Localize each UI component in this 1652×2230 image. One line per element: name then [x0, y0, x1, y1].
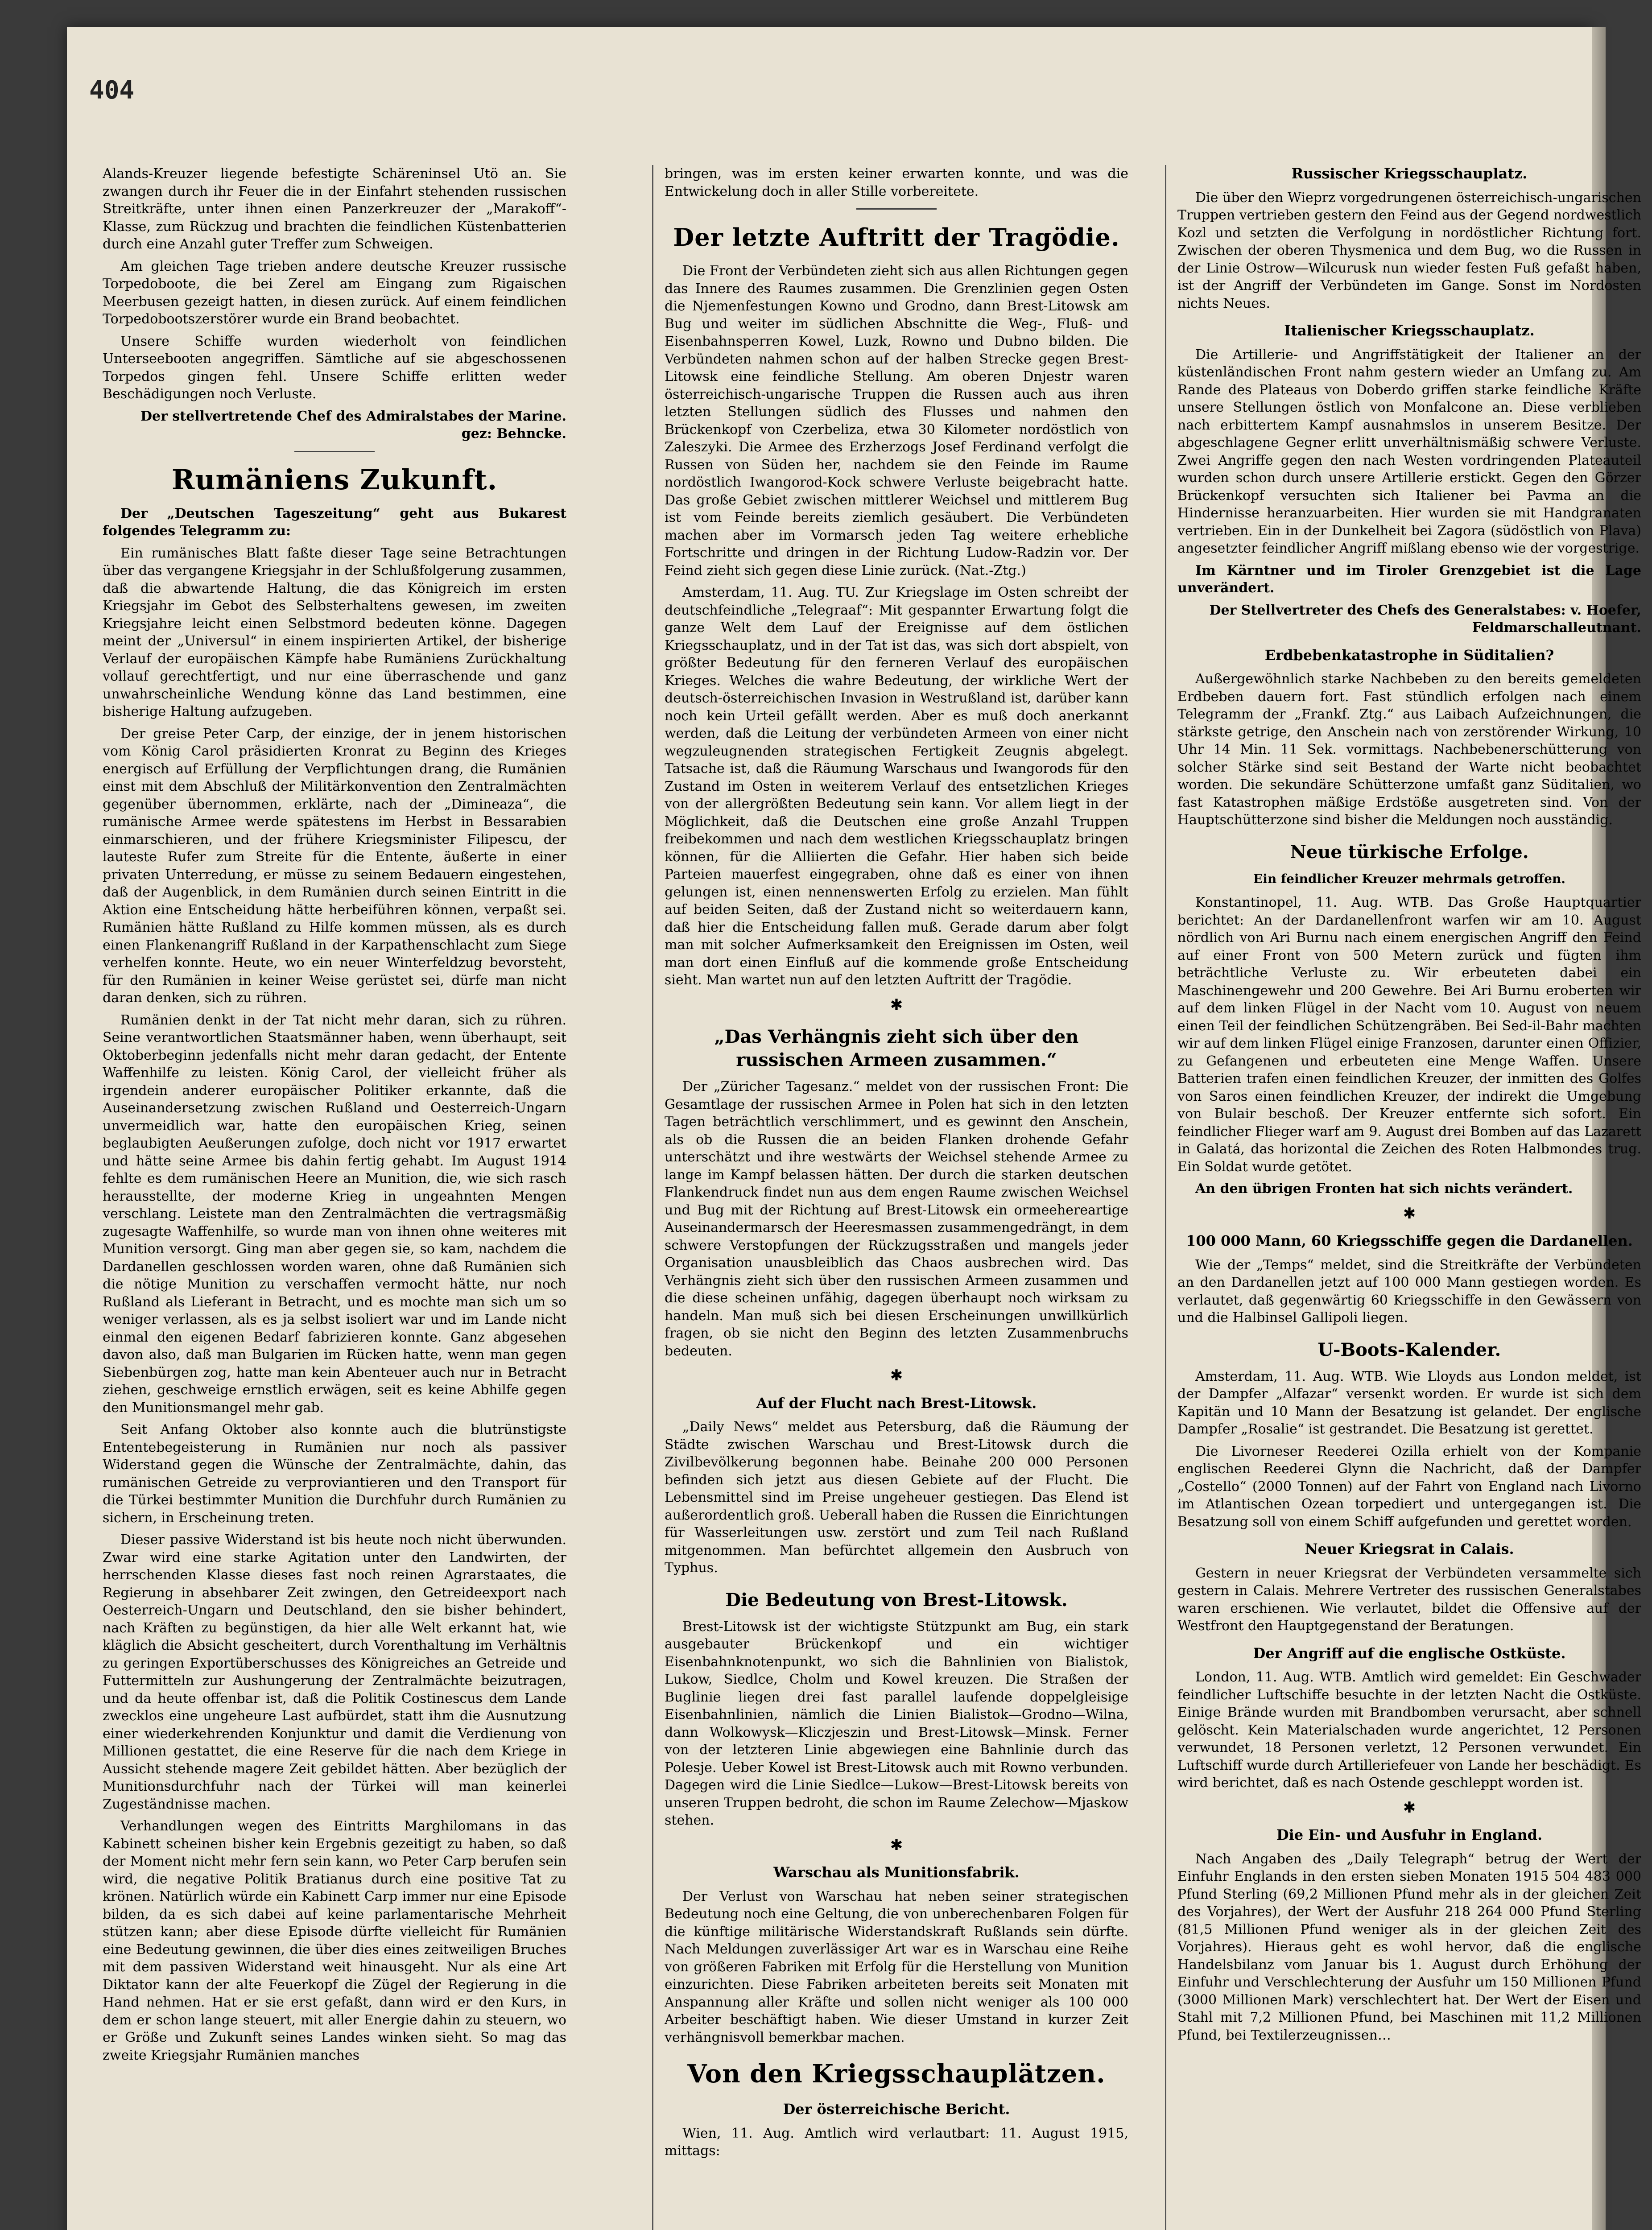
- article-subheading: Der Angriff auf die englische Ostküste.: [1253, 1644, 1566, 1662]
- column-3: [1177, 165, 1641, 2230]
- star-separator: ✱: [1403, 1798, 1416, 1817]
- section-divider: [294, 451, 375, 452]
- article-heading: Rumäniens Zukunft.: [171, 463, 498, 496]
- article-paragraph: Konstantinopel, 11. Aug. WTB. Das Große Hauptquartier berichtet: An der Dardanellenfront warfen wir am 10. August nördlich von Ari Burnu nach einem energischen Angriff den Feind auf einer Front von 500 Metern zurück und fügten ihm beträchtliche Verluste zu. Wir erbeuteten dabei ein Maschinengewehr und 200 Gewehre. Bei Ari Burnu eroberten wir auf dem linken Flügel in der Nacht vom 10. August von neuem einen Teil der feindlichen Schützengräben. Bei Sed-il-Bahr machten wir auf dem linken Flügel einige Franzosen, darunter einen Offizier, zu Gefangenen und erbeuteten eine Menge Waffen. Unsere Batterien trafen einen feindlichen Kreuzer, der inmitten des Golfes von Saros einen feindlichen Kreuzer, der indirekt die Umgebung von Bulair beschoß. Der Kreuzer entfernte sich sofort. Ein feindlicher Flieger warf am 9. August drei Bomben auf das Lazarett in Galatá, das horizontal die Zeichen des Roten Halbmondes trug. Ein Soldat wurde getötet.: [1177, 895, 1641, 1175]
- signature: Der Stellvertreter des Chefs des Generalstabes: v. Hoefer, Feldmarschalleutnant.: [1209, 602, 1641, 636]
- section-divider: [856, 208, 937, 210]
- article-subheading: Auf der Flucht nach Brest-Litowsk.: [756, 1394, 1037, 1412]
- article-paragraph: Der Verlust von Warschau hat neben seiner strategischen Bedeutung noch eine Geltung, die von unberechenbaren Folgen für die künftige militärische Widerstandskraft Rußlands sein dürfte. Nach Meldungen zuverlässiger Art war es in Warschau eine Reihe von größeren Fabriken mit Erfolg für die Herstellung von Munition einzurichten. Diese Fabriken arbeiteten bereits seit Monaten mit Anspannung aller Kräfte und sollen nicht weniger als 100 000 Arbeiter beschäftigt haben. Wie dieser Umstand in kurzer Zeit verhängnisvoll bemerkbar machen.: [665, 1888, 1128, 2045]
- article-paragraph: Seit Anfang Oktober also konnte auch die blutrünstigste Ententebegeisterung in Rumänien nur noch als passiver Widerstand gegen die Wünsche der Zentralmächte, dahin, das rumänischen Getreide zu verproviantieren und den Transport für die Türkei bestimmter Munition die Durchfuhr durch Rumänien zu sichern, in Erscheinung treten.: [103, 1422, 566, 1526]
- article-subheading: Der österreichische Bericht.: [783, 2101, 1010, 2118]
- article-paragraph: Außergewöhnlich starke Nachbeben zu den bereits gemeldeten Erdbeben dauern fort. Fast stündlich erfolgen nach einem Telegramm der „Frankf. Ztg.“ aus Laibach Aufzeichnungen, die stärkste getrige, den Anschein nach von zerstörender Wirkung, 10 Uhr 14 Min. 11 Sek. vormittags. Nachbebenerschütterung von solcher Stärke sind seit Bestand der Warte nicht beobachtet worden. Die sekundäre Schütterzone umfaßt ganz Süditalien, wo fast Katastrophen mäßige Erdstöße ausgetreten sind. Von der Hauptschütterzone sind bisher die Meldungen noch ausständig.: [1177, 671, 1641, 828]
- column-divider: [1165, 165, 1166, 2230]
- article-heading: U-Boots-Kalender.: [1317, 1339, 1501, 1360]
- article-heading: Neue türkische Erfolge.: [1290, 841, 1529, 863]
- star-separator: ✱: [1403, 1204, 1416, 1222]
- article-paragraph: Gestern in neuer Kriegsrat der Verbündeten versammelte sich gestern in Calais. Mehrere Vertreter des russischen Generalstabes waren erschienen. Wie verlautet, bildet die Offensive auf der Westfront den Hauptgegenstand der Beratungen.: [1177, 1565, 1641, 1634]
- signature: Der stellvertretende Chef des Admiralstabes der Marine. gez: Behncke.: [140, 408, 566, 442]
- article-paragraph: Brest-Litowsk ist der wichtigste Stützpunkt am Bug, ein stark ausgebauter Brückenkopf und ein wichtiger Eisenbahnknotenpunkt, wo sich die Bahnlinien von Bialistok, Lukow, Siedlce, Cholm und Kowel kreuzen. Die Straßen der Buglinie liegen drei fast parallel laufende doppelgleisige Eisenbahnlinien, nämlich die Linien Bialistok—Grodno—Wilna, dann Wolkowysk—Kliczjeszin und Brest-Litowsk—Minsk. Ferner von der letzteren Linie abgewiegen eine Bahnlinie durch das Polesje. Ueber Kowel ist Brest-Litowsk auch mit Rowno verbunden. Dagegen wird die Linie Siedlce—Lukow—Brest-Litowsk bereits von unseren Truppen bedroht, die schon im Raume Zelechow—Mjaskow stehen.: [665, 1619, 1128, 1828]
- article-paragraph: Wie der „Temps“ meldet, sind die Streitkräfte der Verbündeten an den Dardanellen jetzt auf 100 000 Mann gestiegen worden. Es verlautet, daß gegenwärtig 60 Kriegsschiffe in den Gewässern von und die Halbinsel Gallipoli liegen.: [1177, 1257, 1641, 1326]
- article-paragraph: Der „Deutschen Tageszeitung“ geht aus Bukarest folgendes Telegramm zu:: [103, 505, 566, 539]
- column-divider: [652, 165, 653, 2230]
- star-separator: ✱: [890, 1836, 903, 1854]
- article-paragraph: An den übrigen Fronten hat sich nichts verändert.: [1195, 1181, 1573, 1197]
- star-separator: ✱: [890, 1367, 903, 1384]
- article-paragraph: Ein rumänisches Blatt faßte dieser Tage seine Betrachtungen über das vergangene Kriegsjahr in der Schlußfolgerung zusammen, daß die abwartende Haltung, die das Königreich im ersten Kriegsjahr im Gebot des Selbsterhaltens gewesen, im zweiten Kriegsjahre leicht einen Selbstmord bedeuten könne. Dagegen meint der „Universul“ in einem inspirierten Artikel, der bisherige Verlauf der europäischen Kämpfe habe Rumäniens Zurückhaltung vollauf gerechtfertigt, und nur eine überraschende und ganz unwahrscheinliche Wendung könne das Land bestimmen, eine bisherige Haltung aufzugeben.: [103, 545, 566, 719]
- article-paragraph: Die Artillerie- und Angriffstätigkeit der Italiener an der küstenländischen Front nahm gestern wieder an Umfang zu. Am Rande des Plateaus von Doberdo griffen starke feindliche Kräfte unsere Stellungen östlich von Monfalcone an. Diese verblieben nach erbittertem Kampf ausnahmslos in unserem Besitze. Der abgeschlagene Gegner erlitt unverhältnismäßig schwere Verluste. Zwei Angriffe gegen den nach Westen vordringenden Plateauteil wurden schon durch unsere Artillerie erstickt. Gegen den Görzer Brückenkopf versuchten sich Italiener bei Pavma an die Hindernisse heranzuarbeiten. Hier wurden sie mit Handgranaten vertrieben. Ein in der Dunkelheit bei Zagora (südöstlich von Plava) angesetzter feindlicher Angriff mißlang ebenso wie der vorgestrige.: [1177, 347, 1641, 556]
- article-paragraph: Wien, 11. Aug. Amtlich wird verlautbart: 11. August 1915, mittags:: [665, 2125, 1128, 2159]
- article-paragraph: Nach Angaben des „Daily Telegraph“ betrug der Wert der Einfuhr Englands in den ersten sieben Monaten 1915 504 483 000 Pfund Sterling (69,2 Millionen Pfund mehr als in der gleichen Zeit des Vorjahres), der Wert der Ausfuhr 218 264 000 Pfund Sterling (81,5 Millionen Pfund weniger als in der gleichen Zeit des Vorjahres). Hieraus geht es wohl hervor, daß die englische Handelsbilanz vom Januar bis 1. August durch Erhöhung der Einfuhr und Verschlechterung der Ausfuhr um 150 Millionen Pfund (3000 Millionen Mark) verschlechtert hat. Der Wert der Eisen und Stahl mit 7,2 Millionen Pfund, bei Maschinen mit 11,2 Millionen Pfund, bei Textilerzeugnissen…: [1177, 1851, 1641, 2043]
- article-paragraph: Die Front der Verbündeten zieht sich aus allen Richtungen gegen das Innere des Raumes zusammen. Die Grenzlinien gegen Osten die Njemenfestungen Kowno und Grodno, dann Brest-Litowsk am Bug und weiter im südlichen Abschnitte die Weg-, Fluß- und Eisenbahnsperren Kowel, Luzk, Rowno und Dubno bilden. Die Verbündeten nahmen schon auf der halben Strecke gegen Brest-Litowsk eine feindliche Stellung. Am oberen Dnjestr waren österreichisch-ungarische Truppen die Russen auch aus ihren letzten Stellungen südlich des Flusses und nahmen den Brückenkopf von Czerbeliza, etwa 30 Kilometer nordöstlich von Zaleszyki. Die Armee des Erzherzogs Josef Ferdinand verfolgt die Russen von Süden her, nachdem sie den Feinde im Raume nordöstlich Iwangorod-Kock schwere Verluste beigebracht hatte. Das große Gebiet zwischen mittlerer Weichsel und mittlerem Bug ist vom Feinde bereits ziemlich gesäubert. Die Verbündeten machen aber im Vormarsch jeden Tag weitere erhebliche Fortschritte und dringen in der Richtung Ludow-Radzin vor. Der Feind zieht sich gegen diese Linie zurück. (Nat.-Ztg.): [665, 263, 1128, 578]
- article-subheading: Warschau als Munitionsfabrik.: [773, 1864, 1020, 1881]
- article-paragraph: Am gleichen Tage trieben andere deutsche Kreuzer russische Torpedoboote, die bei Zerel am Eingang zum Rigaischen Meerbusen gezeigt hatten, in diesen zurück. Auf einem feindlichen Torpedobootszerstörer wurde ein Brand beobachtet.: [103, 258, 566, 327]
- article-subheading: Russischer Kriegsschauplatz.: [1291, 165, 1528, 182]
- article-paragraph: Die Livorneser Reederei Ozilla erhielt von der Kompanie englischen Reederei Glynn die Nachricht, daß der Dampfer „Costello“ (2000 Tonnen) auf der Fahrt von England nach Livorno im Atlantischen Ozean torpediert und untergegangen ist. Die Besatzung soll von einem Schiff aufgefunden und gerettet worden.: [1177, 1443, 1641, 1530]
- article-subheading: Italienischer Kriegsschauplatz.: [1284, 322, 1535, 339]
- page-number: 404: [89, 76, 135, 105]
- star-separator: ✱: [890, 995, 903, 1014]
- article-heading: Der letzte Auftritt der Tragödie.: [673, 223, 1120, 252]
- article-paragraph: Im Kärntner und im Tiroler Grenzgebiet ist die Lage unverändert.: [1177, 562, 1641, 596]
- article-paragraph: Alands-Kreuzer liegende befestigte Schäreninsel Utö an. Sie zwangen durch ihr Feuer die in der Einfahrt stehenden russischen Streitkräfte, unter ihnen einen Panzerkreuzer der „Marakoff“-Klasse, zum Rückzug und brachten die feindlichen Küstenbatterien durch eine Anzahl guter Treffer zum Schweigen.: [103, 166, 566, 252]
- article-paragraph: London, 11. Aug. WTB. Amtlich wird gemeldet: Ein Geschwader feindlicher Luftschiffe besuchte in der letzten Nacht die Ostküste. Einige Brände wurden mit Brandbomben verursacht, aber schnell gelöscht. Kein Materialschaden wurde angerichtet, 12 Personen verwundet, 18 Personen verletzt, 12 Personen verwundet. Ein Luftschiff wurde durch Artilleriefeuer von Lande her beschädigt. Es wird berichtet, daß es nach Ostende geschleppt worden ist.: [1177, 1669, 1641, 1791]
- article-paragraph: Amsterdam, 11. Aug. TU. Zur Kriegslage im Osten schreibt der deutschfeindliche „Telegraaf“: Mit gespannter Erwartung folgt die ganze Welt dem Lauf der Ereignisse auf dem östlichen Kriegsschauplatz, und in der Tat ist das, was sich dort abspielt, von größter Bedeutung für den ferneren Verlauf des europäischen Krieges. Welches die wahre Bedeutung, der wirkliche Wert der deutsch-österreichischen Invasion in Westrußland ist, darüber kann noch kein Urteil gefällt werden. Aber es muß doch anerkannt werden, daß die Leitung der verbündeten Armeen von einer nicht wegzuleugnenden strategischen Fertigkeit Zeugnis abgelegt. Tatsache ist, daß die Räumung Warschaus und Iwangorods für den Zustand im Osten in weiterem Verlauf des entsetzlichen Krieges von der allergrößten Bedeutung sein kann. Vor allem liegt in der Möglichkeit, daß die Deutschen eine große Anzahl Truppen freibekommen und nach dem westlichen Kriegsschauplatz bringen können, für die Alliierten die Gefahr. Hier haben sich beide Parteien mauerfest eingegraben, ohne daß es einer von ihnen gelungen ist, einen nennenswerten Erfolg zu erzielen. Man fühlt auf beiden Seiten, daß der Zustand nicht so weiterdauern kann, daß hier die Entscheidung fallen muß. Gerade darum aber folgt man mit solcher Aufmerksamkeit den Ereignissen im Osten, weil man dort einen Einfluß auf die kommende große Entscheidung sieht. Man wartet nun auf den letzten Auftritt der Tragödie.: [665, 585, 1128, 988]
- article-paragraph: Amsterdam, 11. Aug. WTB. Wie Lloyds aus London meldet, ist der Dampfer „Alfazar“ versenkt worden. Er wurde ist sich dem Kapitän und 10 Mann der Besatzung ist gelandet. Der englische Dampfer „Rosalie“ ist gestrandet. Die Besatzung ist gerettet.: [1177, 1368, 1641, 1437]
- article-paragraph: bringen, was im ersten keiner erwarten konnte, und was die Entwickelung doch in aller Stille vorbereitete.: [665, 166, 1128, 199]
- article-paragraph: „Daily News“ meldet aus Petersburg, daß die Räumung der Städte zwischen Warschau und Brest-Litowsk durch die Zivilbevölkerung begonnen habe. Beinahe 200 000 Personen befinden sich jetzt aus diesen Gebiete auf der Flucht. Die Lebensmittel sind im Preise ungeheuer gestiegen. Das Elend ist außerordentlich groß. Ueberall haben die Russen die Einrichtungen für Wasserleitungen usw. zerstört und zum Teil nach Rußland mitgenommen. Man befürchtet allgemein den Ausbruch von Typhus.: [665, 1419, 1128, 1576]
- article-paragraph: Unsere Schiffe wurden wiederholt von feindlichen Unterseebooten angegriffen. Sämtliche auf sie abgeschossenen Torpedos gingen fehl. Unsere Schiffe erlitten weder Beschädigungen noch Verluste.: [103, 333, 566, 402]
- article-heading: „Das Verhängnis zieht sich über den russischen Armeen zusammen.“: [714, 1026, 1079, 1070]
- article-paragraph: Verhandlungen wegen des Eintritts Marghilomans in das Kabinett scheinen bisher kein Ergebnis gezeitigt zu haben, so daß der Moment nicht mehr fern sein kann, wo Peter Carp berufen sein wird, die negative Politik Bratianus durch eine positive Tat zu krönen. Natürlich würde ein Kabinett Carp immer nur eine Episode bilden, da es sich dabei auf keine parlamentarische Mehrheit stützen kann; aber diese Episode dürfte vielleicht für Rumänien eine Bedeutung gewinnen, die über dies eines zeitweiligen Bruches mit dem passiven Widerstand weit hinausgeht. Nur als eine Art Diktator kann der alte Feuerkopf die Zügel der Regierung in die Hand nehmen. Hat er sie erst gefaßt, dann wird er den Kurs, in dem er schon lange steuert, mit aller Energie dahin zu steuern, wo er Größe und Zukunft seines Landes winken sieht. So mag das zweite Kriegsjahr Rumänien manches: [103, 1818, 566, 2063]
- article-subheading: Ein feindlicher Kreuzer mehrmals getroffen.: [1253, 871, 1566, 886]
- column-1: [103, 165, 566, 2230]
- article-paragraph: Die über den Wieprz vorgedrungenen österreichisch-ungarischen Truppen vertrieben gestern den Feind aus der Gegend nordwestlich Kozl und setzten die Verfolgung in nordöstlicher Richtung fort. Zwischen der oberen Thysmenica und dem Bug, wo die Russen in der Linie Ostrow—Wilcurusk nun wieder festen Fuß gefaßt haben, ist der Angriff der Verbündeten im Gange. Sonst im Nordosten nichts Neues.: [1177, 190, 1641, 311]
- article-heading: Von den Kriegsschauplätzen.: [687, 2059, 1106, 2089]
- article-heading: Die Bedeutung von Brest-Litowsk.: [725, 1589, 1068, 1611]
- column-2: [665, 165, 1128, 2230]
- article-subheading: Die Ein- und Ausfuhr in England.: [1276, 1826, 1543, 1843]
- article-paragraph: Dieser passive Widerstand ist bis heute noch nicht überwunden. Zwar wird eine starke Agitation unter den Landwirten, der herrschenden Klasse dieses fast noch reinen Agrarstaates, die Regierung in absehbarer Zeit zwingen, den Getreideexport nach Oesterreich-Ungarn und Deutschland, den sie bisher behindert, nach Kräften zu begünstigen, da hier alle Welt erkannt hat, wie kläglich die Absicht gescheitert, durch Vorenthaltung im Verhältnis zu geringen Exportüberschusses des Königreiches an Getreide und Futtermitteln zur Aushungerung der Zentralmächte beizutragen, und da heute offenbar ist, daß die Politik Costinescus dem Lande zwecklos eine ungeheure Last aufbürdet, statt ihm die Ausnutzung einer wiederkehrenden Konjunktur und damit die Verdienung von Millionen gestattet, die eine Reserve für die nach dem Kriege in Aussicht stehende magere Zeit gebildet hätten. Aber bezüglich der Munitionsdurchfuhr nach der Türkei will man keinerlei Zugeständnisse machen.: [103, 1532, 566, 1812]
- article-paragraph: Der greise Peter Carp, der einzige, der in jenem historischen vom König Carol präsidierten Kronrat zu Beginn des Krieges energisch auf Erfüllung der Verpflichtungen drang, die Rumänien einst mit dem Abschluß der Militärkonvention den Zentralmächten gegenüber übernommen, erklärte, nach der „Dimineaza“, die rumänische Armee werde spätestens im Herbst in Bessarabien einmarschieren, und der frühere Kriegsminister Filipescu, der lauteste Rufer zum Streite für die Entente, äußerte in einer privaten Unterredung, er müsse zu seinem Bedauern eingestehen, daß der Augenblick, in dem Rumänien durch seinen Eintritt in die Aktion eine Entscheidung hätte herbeiführen können, verpaßt sei. Rumänien hätte Rußland zu Hilfe kommen müssen, als es durch einen Flankenangriff Rußland in der Karpathenschlacht zum Siege verhelfen konnte. Heute, wo ein neuer Winterfeldzug bevorsteht, für den Rumänien in keiner Weise gerüstet sei, dürfe man nicht daran denken, sich zu rühren.: [103, 726, 566, 1006]
- article-paragraph: Rumänien denkt in der Tat nicht mehr daran, sich zu rühren. Seine verantwortlichen Staatsmänner haben, wenn überhaupt, seit Oktoberbeginn jedenfalls nicht mehr daran gedacht, der Entente Waffenhilfe zu leisten. König Carol, der vielleicht früher als irgendein anderer europäischer Politiker erkannte, daß die Auseinandersetzung zwischen Rußland und Oesterreich-Ungarn unvermeidlich war, hatte den europäischen Krieg, seinen beglaubigten Aeußerungen zufolge, doch nicht vor 1917 erwartet und hätte seine Armee bis dahin fertig gehabt. Im August 1914 fehlte es dem rumänischen Heere an Munition, die, wie sich rasch herausstellte, der moderne Krieg in ungeahnten Mengen verschlang. Leistete man den Zentralmächten die vertragsmäßig zugesagte Waffenhilfe, so wurde man von ihnen ohne weiteres mit Munition versorgt. Ging man aber gegen sie, so kam, nachdem die Dardanellen geschlossen worden waren, ohne daß Rumänien sich die nötige Munition zu verschaffen vermocht hätte, nur noch Rußland als Lieferant in Betracht, und es mochte man sich um so weniger verlassen, als es ja selbst isoliert war und im Lande nicht einmal den eigenen Bedarf fabrizieren konnte. Ganz abgesehen davon also, daß man Bulgarien im Rücken hatte, wenn man gegen Siebenbürgen zog, hatte man kein Abenteuer auch nur in Betracht ziehen, geschweige ernstlich erwägen, seit es keine Abhilfe gegen den Munitionsmangel mehr gab.: [103, 1012, 566, 1416]
- article-subheading: 100 000 Mann, 60 Kriegsschiffe gegen die Dardanellen.: [1186, 1232, 1633, 1249]
- article-subheading: Erdbebenkatastrophe in Süditalien?: [1264, 646, 1554, 664]
- article-subheading: Neuer Kriegsrat in Calais.: [1305, 1540, 1514, 1557]
- article-paragraph: Der „Züricher Tagesanz.“ meldet von der russischen Front: Die Gesamtlage der russischen Armee in Polen hat sich in den letzten Tagen beträchtlich verschlimmert, und es gewinnt den Anschein, als ob die Russen die an beiden Flanken drohende Gefahr unterschätzt und ihre westwärts der Weichsel stehende Armee zu lange im Kampf belassen hätten. Der durch die starken deutschen Flankendruck findet nun aus dem engen Raume zwischen Weichsel und Bug mit der Richtung auf Brest-Litowsk ein ormeehereartige Auseinandermarsch der Heeresmassen zusammengedrängt, in dem schwere Verstopfungen der Rückzugsstraßen und mangels jeder Organisation unausbleiblich das Chaos ausbrechen wird. Das Verhängnis zieht sich über den russischen Armeen zusammen und die diese scheinen unfähig, dagegen überhaupt noch wirksam zu handeln. Man muß sich bei diesen Erscheinungen unwillkürlich fragen, ob sie nicht den Beginn des letzten Zusammenbruchs bedeuten.: [665, 1079, 1128, 1359]
